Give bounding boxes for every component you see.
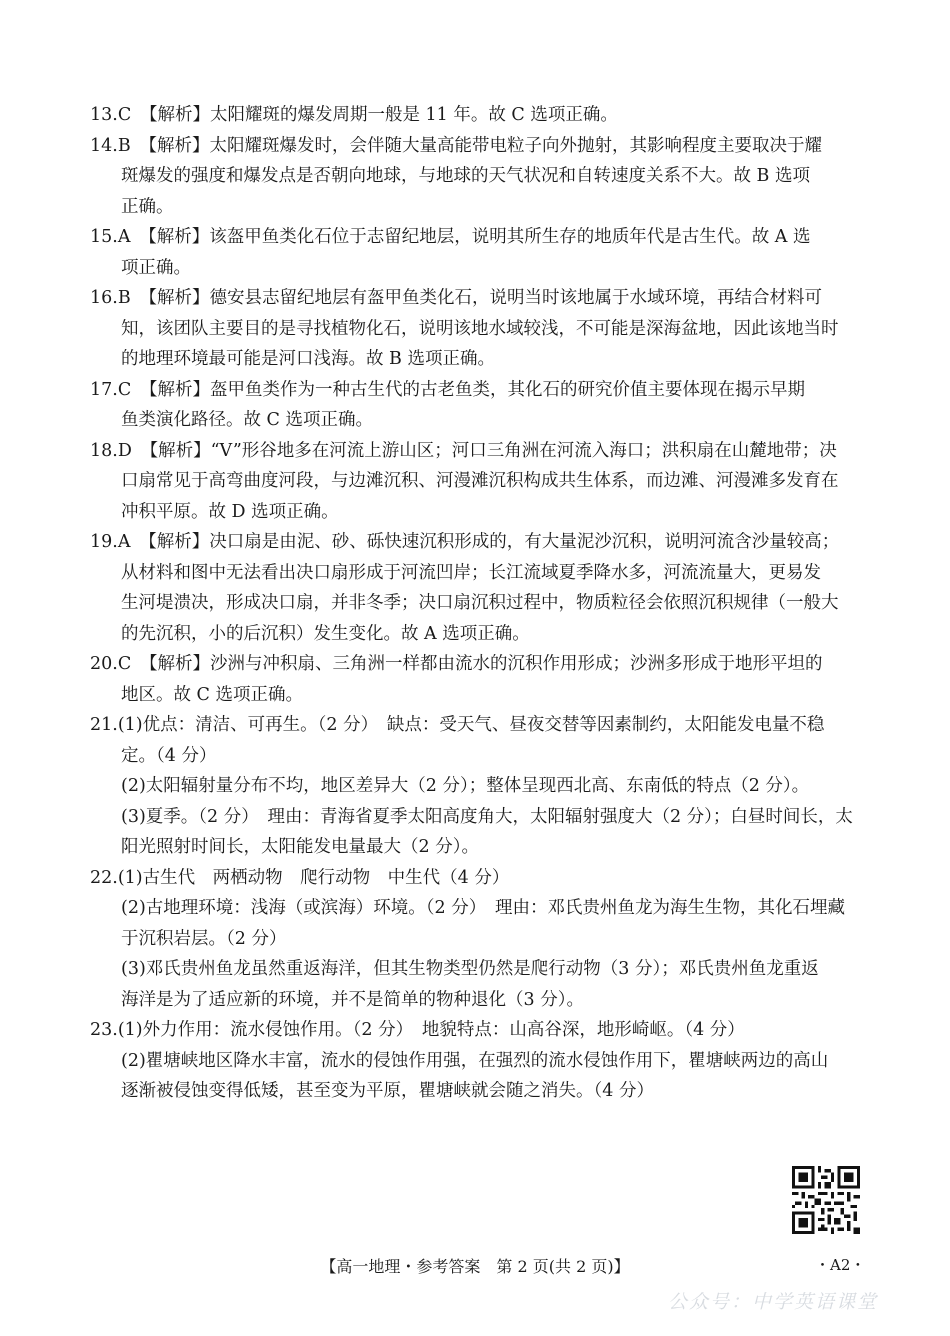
watermark: 公众号：中学英语课堂 [668, 1291, 879, 1313]
answer-line: 斑爆发的强度和爆发点是否朝向地球，与地球的天气状况和自转速度关系不大。故 B 选项 [121, 166, 810, 186]
page-footer: 【高一地理・参考答案 第 2 页(共 2 页)】 [320, 1257, 630, 1276]
answer-line: 14.B 【解析】太阳耀斑爆发时，会伴随大量高能带电粒子向外抛射，其影响程度主要取决于耀 [90, 135, 822, 156]
answer-line: 海洋是为了适应新的环境，并不是简单的物种退化（3 分）。 [121, 989, 584, 1010]
answer-line: 23.(1)外力作用：流水侵蚀作用。（2 分） 地貌特点：山高谷深，地形崎岖。（4 分） [90, 1020, 745, 1040]
answer-22 [90, 863, 860, 1016]
answer-line: 生河堤溃决，形成决口扇，并非冬季；决口扇沉积过程中，物质粒径会依照沉积规律（一般大 [121, 593, 839, 613]
answer-line: 20.C 【解析】沙洲与冲积扇、三角洲一样都由流水的沉积作用形成；沙洲多形成于地形平坦的 [90, 654, 823, 674]
answer-line: 18.D 【解析】“V”形谷地多在河流上游山区；河口三角洲在河流入海口；洪积扇在山麓地带；决 [90, 440, 837, 461]
answer-line: 项正确。 [121, 257, 191, 278]
answer-line: (2)瞿塘峡地区降水丰富，流水的侵蚀作用强，在强烈的流水侵蚀作用下，瞿塘峡两边的高山 [121, 1050, 829, 1071]
answer-13 [90, 100, 860, 131]
answer-23 [90, 1015, 860, 1107]
answer-line: 鱼类演化路径。故 C 选项正确。 [121, 410, 374, 430]
answer-line: 13.C 【解析】太阳耀斑的爆发周期一般是 11 年。故 C 选项正确。 [90, 105, 618, 125]
answer-line: 22.(1)古生代 两栖动物 爬行动物 中生代（4 分） [90, 867, 510, 888]
answer-19 [90, 527, 860, 649]
answer-line: 冲积平原。故 D 选项正确。 [121, 501, 339, 522]
answer-17 [90, 375, 860, 436]
answer-16 [90, 283, 860, 375]
answer-14 [90, 131, 860, 223]
answer-line: 21.(1)优点：清洁、可再生。（2 分） 缺点：受天气、昼夜交替等因素制约，太阳能发电量不稳 [90, 715, 825, 735]
answer-21 [90, 710, 860, 863]
answer-line: 知，该团队主要目的是寻找植物化石，说明该地水域较浅，不可能是深海盆地，因此该地当时 [121, 318, 839, 339]
answer-line: 的地理环境最可能是河口浅海。故 B 选项正确。 [121, 349, 495, 369]
answer-line: 正确。 [121, 196, 174, 217]
answer-line: 从材料和图中无法看出决口扇形成于河流凹岸；长江流域夏季降水多，河流流量大，更易发 [121, 562, 821, 583]
answer-18 [90, 436, 860, 528]
answer-line: 的先沉积，小的后沉积）发生变化。故 A 选项正确。 [121, 623, 530, 644]
answer-line: (3)邓氏贵州鱼龙虽然重返海洋，但其生物类型仍然是爬行动物（3 分）；邓氏贵州鱼龙重返 [121, 959, 819, 979]
answer-line: 16.B 【解析】德安县志留纪地层有盔甲鱼类化石，说明当时该地属于水域环境，再结合材料可 [90, 288, 822, 308]
answer-line: 阳光照射时间长，太阳能发电量最大（2 分）。 [121, 837, 479, 857]
answer-20 [90, 649, 860, 710]
answer-line: 口扇常见于高弯曲度河段，与边滩沉积、河漫滩沉积构成共生体系，而边滩、河漫滩多发育在 [121, 471, 839, 491]
answer-line: 15.A 【解析】该盔甲鱼类化石位于志留纪地层，说明其所生存的地质年代是古生代。故 A 选 [90, 227, 811, 247]
answer-line: 19.A 【解析】决口扇是由泥、砂、砾快速沉积形成的，有大量泥沙沉积，说明河流含沙量较高； [90, 532, 840, 552]
answer-line: 逐渐被侵蚀变得低矮，甚至变为平原，瞿塘峡就会随之消失。（4 分） [121, 1081, 654, 1101]
answer-list [90, 100, 860, 1107]
answer-line: 地区。故 C 选项正确。 [121, 684, 304, 705]
answer-15 [90, 222, 860, 283]
answer-line: (2)太阳辐射量分布不均，地区差异大（2 分）；整体呈现西北高、东南低的特点（2 分）。 [121, 776, 810, 796]
page-code: ・A2・ [815, 1256, 866, 1274]
answer-line: 定。（4 分） [121, 745, 217, 766]
qr-code-icon[interactable] [792, 1166, 860, 1234]
answer-line: 于沉积岩层。（2 分） [121, 928, 287, 949]
answer-line: (2)古地理环境：浅海（或滨海）环境。（2 分） 理由：邓氏贵州鱼龙为海生生物，其化石埋藏 [121, 898, 845, 918]
answer-line: (3)夏季。（2 分） 理由：青海省夏季太阳高度角大，太阳辐射强度大（2 分）；白昼时间长，太 [121, 806, 853, 827]
answer-line: 17.C 【解析】盔甲鱼类作为一种古生代的古老鱼类，其化石的研究价值主要体现在揭示早期 [90, 379, 805, 400]
